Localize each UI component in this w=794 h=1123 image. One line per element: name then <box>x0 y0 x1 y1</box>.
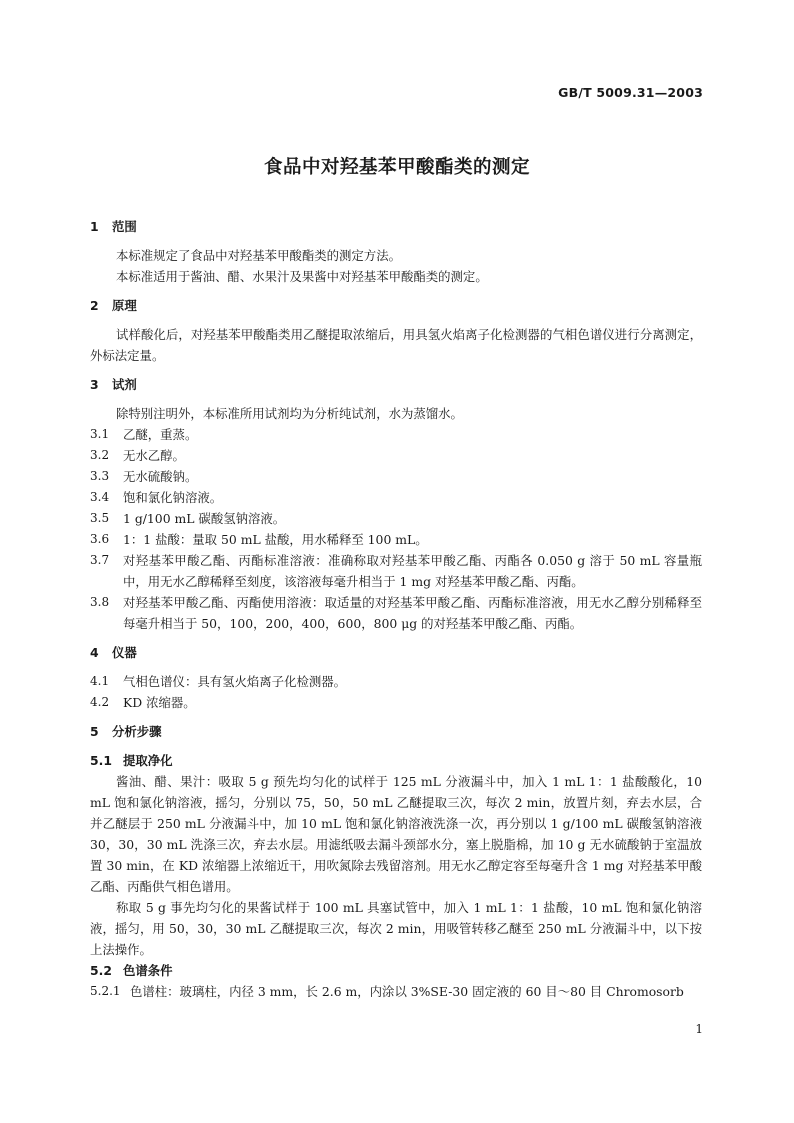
item-number: 4.2 <box>90 695 110 709</box>
subsection-heading-chromatography <box>90 960 702 981</box>
subsection-title: 提取净化 <box>123 753 173 768</box>
item-number: 5.2.1 <box>90 984 121 998</box>
section-procedure-body <box>90 750 702 1002</box>
item-text: 对羟基苯甲酸乙酯、丙酯使用溶液：取适量的对羟基苯甲酸乙酯、丙酯标准溶液，用无水乙醇分别稀释至每毫升相当于 50，100，200，400，600，800 μg 的对羟基苯甲酸乙酯、丙酯。 <box>123 595 702 631</box>
list-item <box>90 445 702 466</box>
paragraph: 酱油、醋、果汁：吸取 5 g 预先均匀化的试样于 125 mL 分液漏斗中，加入 1 mL 1：1 盐酸酸化，10 mL 饱和氯化钠溶液，摇匀，分别以 75，50，50 mL 乙醚提取三次，每次 2 min，放置片刻，弃去水层，合并乙醚层于 250 mL 分液漏斗中，加 10 mL 饱和氯化钠溶液洗涤一次，再分别以 1 g/100 mL 碳酸氢钠溶液 30，30，30 mL 洗涤三次，弃去水层。用滤纸吸去漏斗颈部水分，塞上脱脂棉，加 10 g 无水硫酸钠于室温放置 30 min，在 KD 浓缩器上浓缩近干，用吹氮除去残留溶剂。用无水乙醇定容至每毫升含 1 mg 对羟基苯甲酸乙酯、丙酯供气相色谱用。 <box>90 774 702 894</box>
list-item <box>90 424 702 445</box>
section-title: 原理 <box>112 298 137 313</box>
section-title: 试剂 <box>112 377 137 392</box>
item-text: 无水乙醇。 <box>123 448 185 463</box>
item-text: 无水硫酸钠。 <box>123 469 198 484</box>
list-item <box>90 671 702 692</box>
paragraph: 本标准规定了食品中对羟基苯甲酸酯类的测定方法。 <box>116 248 401 263</box>
section-heading-reagents <box>90 374 702 395</box>
item-text: 饱和氯化钠溶液。 <box>123 490 223 505</box>
paragraph: 本标准适用于酱油、醋、水果汁及果酱中对羟基苯甲酸酯类的测定。 <box>116 269 488 284</box>
section-reagents-body <box>90 403 702 634</box>
section-number: 2 <box>90 298 99 313</box>
item-number: 3.3 <box>90 469 110 483</box>
item-number: 3.1 <box>90 427 110 441</box>
list-item <box>90 487 702 508</box>
section-number: 1 <box>90 219 99 234</box>
section-scope-body <box>90 245 702 287</box>
item-number: 3.2 <box>90 448 110 462</box>
item-number: 3.7 <box>90 553 110 567</box>
list-item <box>90 508 702 529</box>
section-heading-scope <box>90 216 702 237</box>
item-text: 乙醚，重蒸。 <box>123 427 198 442</box>
item-number: 3.6 <box>90 532 110 546</box>
page-number: 1 <box>695 1022 703 1036</box>
item-number: 3.5 <box>90 511 110 525</box>
section-number: 3 <box>90 377 99 392</box>
list-item <box>90 466 702 487</box>
section-heading-principle <box>90 295 702 316</box>
list-item <box>90 529 702 550</box>
item-number: 3.4 <box>90 490 110 504</box>
document-body <box>90 216 702 1002</box>
subsection-title: 色谱条件 <box>123 963 173 978</box>
item-text: KD 浓缩器。 <box>123 695 196 710</box>
item-text: 1 g/100 mL 碳酸氢钠溶液。 <box>123 511 286 526</box>
standard-code: GB/T 5009.31—2003 <box>558 85 703 100</box>
item-text: 对羟基苯甲酸乙酯、丙酯标准溶液：准确称取对羟基苯甲酸乙酯、丙酯各 0.050 g 溶于 50 mL 容量瓶中，用无水乙醇稀释至刻度，该溶液每毫升相当于 1 mg 对羟基苯甲酸乙酯、丙酯。 <box>123 553 702 589</box>
item-text: 色谱柱：玻璃柱，内径 3 mm，长 2.6 m，内涂以 3%SE-30 固定液的 60 目～80 目 Chromosorb <box>130 984 684 999</box>
section-principle-body <box>90 324 702 366</box>
item-text: 气相色谱仪：具有氢火焰离子化检测器。 <box>123 674 347 689</box>
list-item <box>90 692 702 713</box>
list-item <box>90 550 702 592</box>
section-title: 分析步骤 <box>112 724 162 739</box>
paragraph: 试样酸化后，对羟基苯甲酸酯类用乙醚提取浓缩后，用具氢火焰离子化检测器的气相色谱仪进行分离测定，外标法定量。 <box>90 327 702 363</box>
paragraph: 除特别注明外，本标准所用试剂均为分析纯试剂，水为蒸馏水。 <box>116 406 463 421</box>
section-number: 4 <box>90 645 99 660</box>
list-item <box>90 592 702 634</box>
section-title: 范围 <box>112 219 137 234</box>
section-number: 5 <box>90 724 99 739</box>
list-item <box>90 981 702 1002</box>
subsection-number: 5.1 <box>90 753 112 768</box>
page-title: 食品中对羟基苯甲酸酯类的测定 <box>263 157 530 178</box>
section-title: 仪器 <box>112 645 137 660</box>
paragraph: 称取 5 g 事先均匀化的果酱试样于 100 mL 具塞试管中，加入 1 mL 1：1 盐酸，10 mL 饱和氯化钠溶液，摇匀，用 50，30，30 mL 乙醚提取三次，每次 2 min，用吸管转移乙醚至 250 mL 分液漏斗中，以下按上法操作。 <box>90 900 702 957</box>
item-number: 3.8 <box>90 595 110 609</box>
section-apparatus-body <box>90 671 702 713</box>
subsection-number: 5.2 <box>90 963 112 978</box>
section-heading-apparatus <box>90 642 702 663</box>
subsection-heading-extraction <box>90 750 702 771</box>
item-number: 4.1 <box>90 674 110 688</box>
item-text: 1：1 盐酸：量取 50 mL 盐酸，用水稀释至 100 mL。 <box>123 532 428 547</box>
section-heading-procedure <box>90 721 702 742</box>
